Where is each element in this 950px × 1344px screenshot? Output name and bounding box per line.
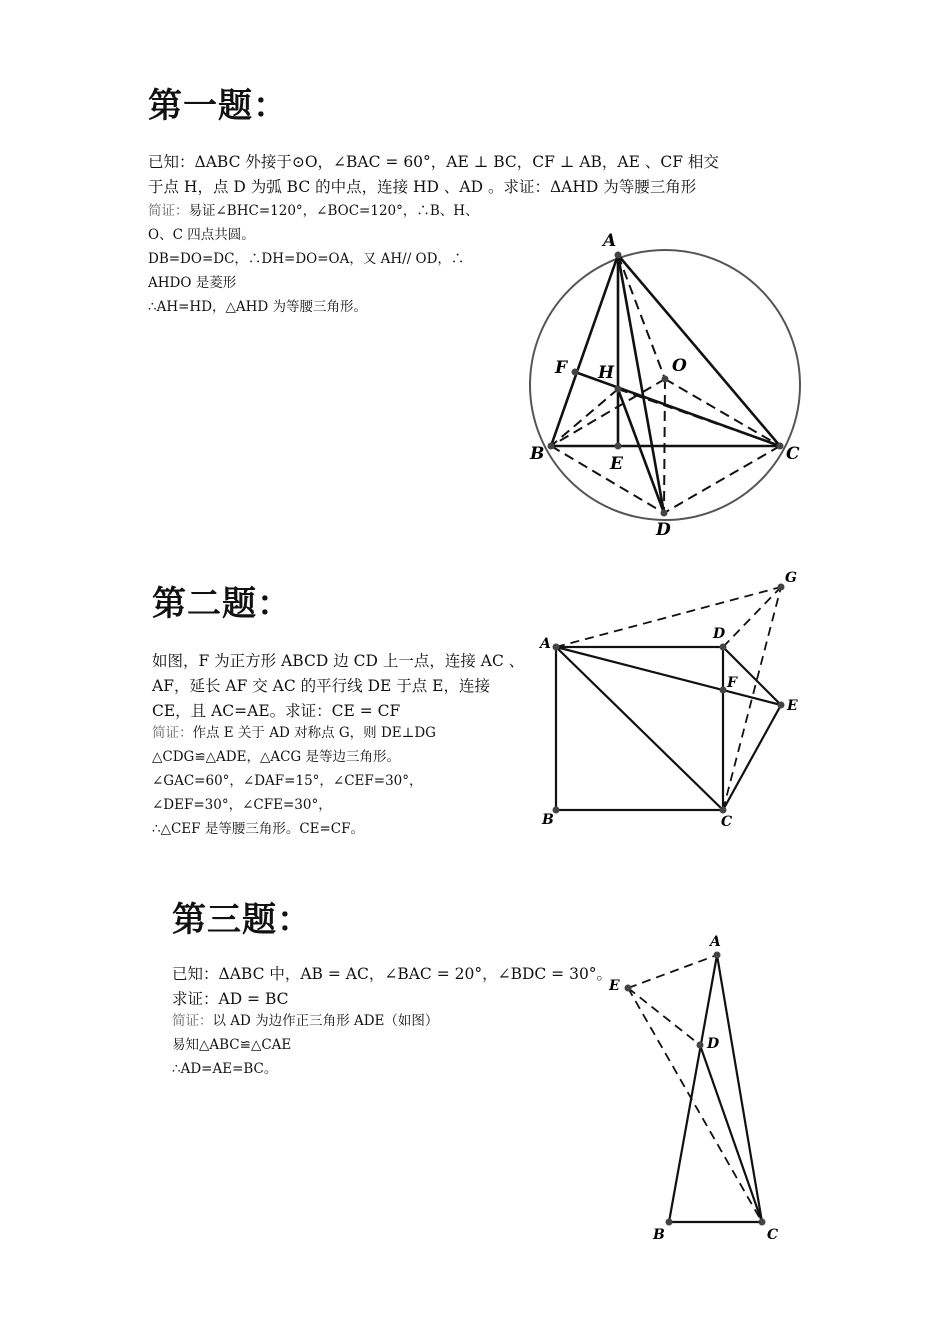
statement-line: AF，延长 AF 交 AC 的平行线 DE 于点 E，连接: [152, 677, 490, 695]
statement-line: 求证：AD = BC: [172, 990, 289, 1008]
label-O: O: [672, 356, 687, 376]
label-E: E: [787, 698, 798, 714]
problem-1-heading: 第一题：: [148, 86, 288, 126]
solid-segments: [669, 955, 762, 1222]
label-F: F: [727, 675, 737, 691]
label-A: A: [603, 231, 617, 251]
proof-line: 易证∠BHC=120°，∠BOC=120°，∴B、H、: [188, 203, 479, 219]
label-A: A: [540, 636, 551, 652]
label-D: D: [707, 1036, 720, 1052]
proof-line: 易知△ABC≌△CAE: [172, 1037, 292, 1053]
proof-line: DB=DO=DC，∴DH=DO=OA，又 AH// OD，∴: [148, 251, 465, 267]
statement-line: 已知：ΔABC 中，AB = AC，∠BAC = 20°，∠BDC = 30°。: [172, 965, 613, 983]
proof-label: 简证：: [152, 725, 193, 741]
proof-line: AHDO 是菱形: [148, 275, 237, 291]
proof-line: ∠DEF=30°，∠CFE=30°，: [152, 797, 332, 813]
label-A: A: [710, 934, 721, 950]
proof-line: ∴△CEF 是等腰三角形。CE=CF。: [152, 821, 365, 837]
label-C: C: [786, 444, 800, 464]
proof-line: 以 AD 为边作正三角形 ADE（如图）: [212, 1013, 439, 1029]
problem-2-heading: 第二题：: [152, 584, 292, 624]
proof-line: O、C 四点共圆。: [148, 227, 255, 243]
proof-line: ∠GAC=60°，∠DAF=15°，∠CEF=30°，: [152, 773, 423, 789]
label-B: B: [530, 444, 545, 464]
label-D: D: [656, 520, 671, 540]
label-H: H: [598, 363, 615, 383]
statement-line: 于点 H，点 D 为弧 BC 的中点，连接 HD 、AD 。求证：ΔAHD 为等腰三角形: [148, 178, 697, 196]
proof-line: △CDG≌△ADE，△ACG 是等边三角形。: [152, 749, 400, 765]
label-E: E: [609, 978, 620, 994]
label-G: G: [785, 570, 797, 586]
proof-line: ∴AD=AE=BC。: [172, 1061, 278, 1077]
vertex-dots: [625, 952, 766, 1226]
statement-line: 已知：ΔABC 外接于⊙O，∠BAC = 60°，AE ⊥ BC，CF ⊥ AB，AE 、CF 相交: [148, 153, 719, 171]
problem-3-heading: 第三题：: [172, 900, 312, 940]
label-E: E: [610, 454, 623, 474]
label-C: C: [767, 1227, 779, 1243]
dashed-segments: [628, 955, 762, 1222]
proof-label: 简证：: [148, 203, 189, 219]
statement-line: 如图，F 为正方形 ABCD 边 CD 上一点，连接 AC 、: [152, 652, 525, 670]
proof-line: 作点 E 关于 AD 对称点 G，则 DE⊥DG: [192, 725, 436, 741]
label-D: D: [713, 626, 726, 642]
label-B: B: [653, 1227, 665, 1243]
label-C: C: [721, 814, 733, 830]
statement-line: CE，且 AC=AE。求证：CE = CF: [152, 702, 401, 720]
proof-line: ∴AH=HD，△AHD 为等腰三角形。: [148, 299, 368, 315]
label-B: B: [542, 812, 554, 828]
label-F: F: [555, 358, 568, 378]
proof-label: 简证：: [172, 1013, 213, 1029]
